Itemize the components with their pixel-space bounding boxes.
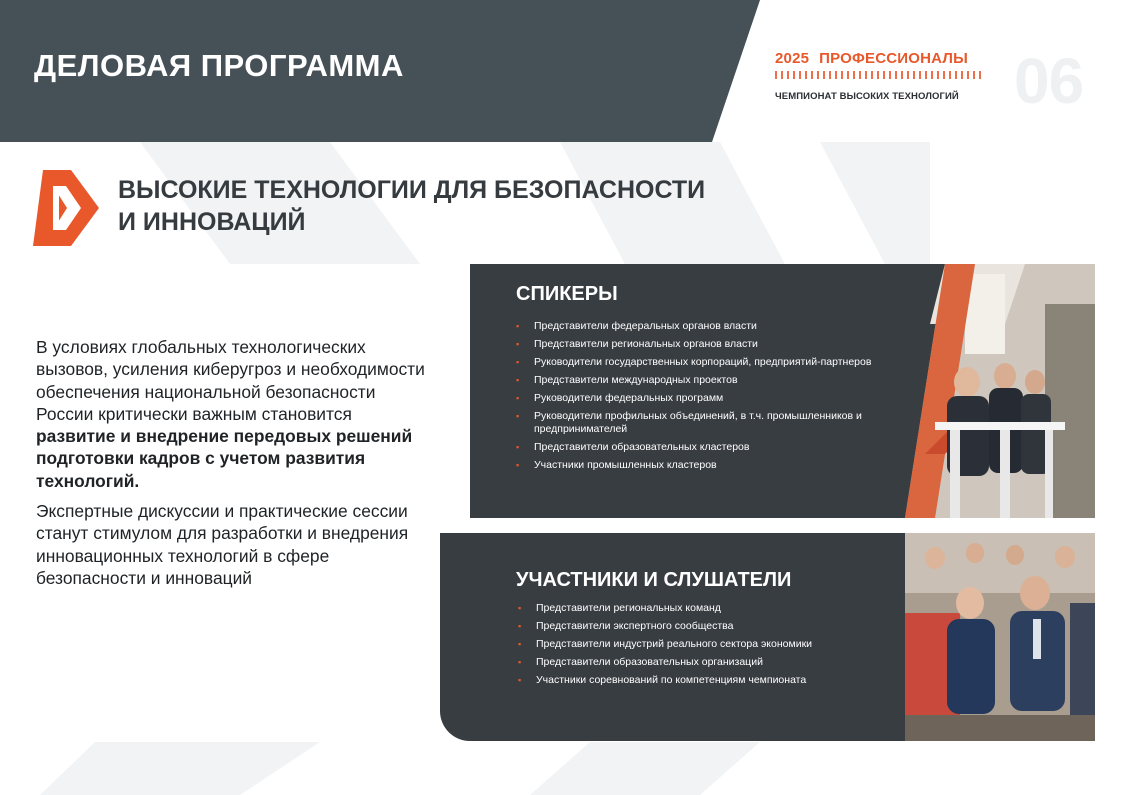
list-item: ▪ Представители образовательных организаций — [518, 656, 878, 669]
list-item: ▪ Представители международных проектов — [516, 374, 906, 387]
speakers-list — [516, 320, 906, 477]
intro-text — [36, 336, 431, 597]
section-title-line1: ВЫСОКИЕ ТЕХНОЛОГИИ ДЛЯ БЕЗОПАСНОСТИ — [118, 176, 706, 204]
participants-list — [518, 602, 878, 692]
list-item: ▪ Руководители федеральных программ — [516, 392, 906, 405]
list-item: ▪ Руководители государственных корпораций, предприятий-партнеров — [516, 356, 906, 369]
list-item: ▪ Участники промышленных кластеров — [516, 459, 906, 472]
list-item: ▪ Представители федеральных органов власти — [516, 320, 906, 333]
participants-panel — [440, 533, 1095, 741]
list-item: ▪ Представители региональных команд — [518, 602, 878, 615]
brand-logo — [775, 50, 990, 102]
brand-name: ПРОФЕССИОНАЛЫ — [819, 50, 969, 67]
list-item: ▪ Представители региональных органов власти — [516, 338, 906, 351]
intro-paragraph-1-bold: развитие и внедрение передовых решений подготовки кадров с учетом развития технологий. — [36, 426, 413, 491]
list-item: ▪ Представители экспертного сообщества — [518, 620, 878, 633]
speakers-title: СПИКЕРЫ — [516, 283, 618, 305]
intro-paragraph-2: Экспертные дискуссии и практические сессии станут стимулом для разработки и внедрения инновационных технологий в сфере безопасности и инноваций — [36, 501, 409, 588]
section-title-line2: И ИННОВАЦИЙ — [118, 208, 306, 236]
page-number: 06 — [1014, 45, 1084, 117]
section-title — [118, 174, 705, 238]
brand-stripes — [775, 71, 985, 79]
speakers-photo — [905, 264, 1095, 518]
list-item: ▪ Представители образовательных кластеров — [516, 441, 906, 454]
list-item: ▪ Участники соревнований по компетенциям чемпионата — [518, 674, 878, 687]
header-band — [0, 0, 1123, 142]
brand-year: 2025 — [775, 50, 810, 67]
list-item: ▪ Руководители профильных объединений, в т.ч. промышленников и предпринимателей — [516, 410, 906, 435]
section-logo-icon — [33, 170, 103, 246]
intro-paragraph-1-plain: В условиях глобальных технологических вызовов, усиления киберугроз и необходимости обеспечения национальной безопасности России критически важным становится — [36, 337, 425, 424]
participants-title: УЧАСТНИКИ И СЛУШАТЕЛИ — [516, 569, 792, 591]
page-title: ДЕЛОВАЯ ПРОГРАММА — [34, 48, 404, 83]
list-item: ▪ Представители индустрий реального сектора экономики — [518, 638, 878, 651]
brand-subtitle: ЧЕМПИОНАТ ВЫСОКИХ ТЕХНОЛОГИЙ — [775, 91, 959, 102]
speakers-panel — [470, 264, 1095, 518]
participants-photo — [905, 533, 1095, 741]
intro-paragraph-1 — [36, 336, 431, 492]
